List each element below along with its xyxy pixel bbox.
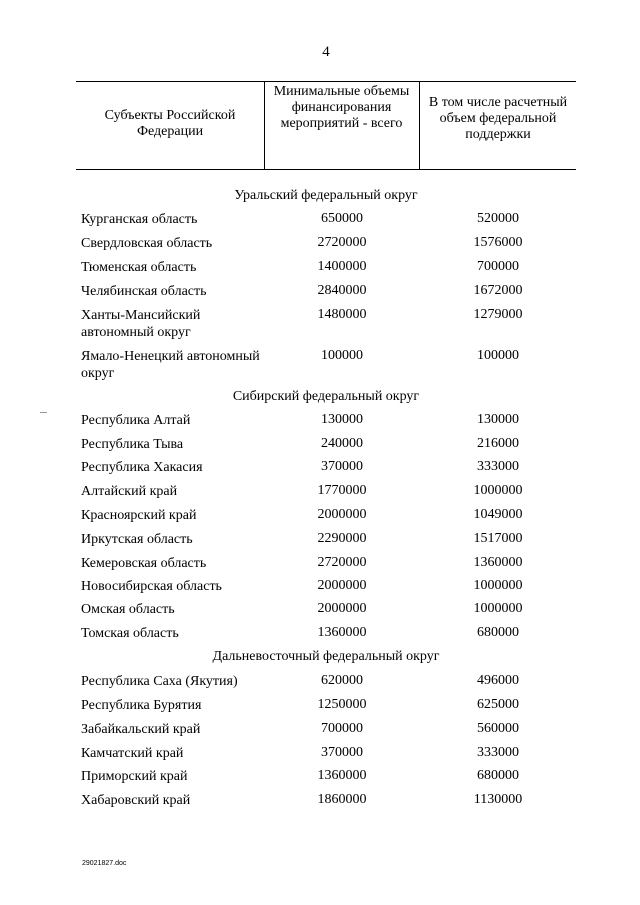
min-financing-value: 100000 [321, 348, 363, 363]
federal-support-value: 1672000 [473, 283, 523, 298]
min-financing-value: 650000 [321, 211, 363, 226]
subject-name: Республика Саха (Якутия) [81, 674, 238, 689]
min-financing-value: 2840000 [317, 283, 367, 298]
federal-support-value: 680000 [477, 768, 519, 783]
subject-name: Иркутская область [81, 532, 193, 547]
federal-support-value: 1517000 [473, 531, 523, 546]
federal-support-value: 333000 [477, 459, 519, 474]
min-financing-value: 370000 [321, 745, 363, 760]
subject-name: Тюменская область [81, 260, 197, 275]
header-min-financing: Минимальные объемы финансирования мероприятий - всего [273, 84, 410, 131]
subject-name: Ямало-Ненецкий автономный округ [81, 349, 260, 381]
federal-support-value: 1279000 [473, 307, 523, 322]
subject-name: Омская область [81, 602, 175, 617]
min-financing-value: 1360000 [317, 768, 367, 783]
subject-name: Новосибирская область [81, 579, 222, 594]
section-title: Сибирский федеральный округ [232, 389, 420, 404]
subject-name: Ханты-Мансийский автономный округ [81, 308, 201, 340]
subject-name: Красноярский край [81, 508, 197, 523]
subject-name: Томская область [81, 626, 179, 641]
federal-support-value: 1576000 [473, 235, 523, 250]
min-financing-value: 240000 [321, 436, 363, 451]
federal-support-value: 130000 [477, 412, 519, 427]
min-financing-value: 1360000 [317, 625, 367, 640]
subject-name: Республика Тыва [81, 437, 184, 452]
federal-support-value: 520000 [477, 211, 519, 226]
page-number: 4 [322, 44, 330, 60]
federal-support-value: 1000000 [473, 578, 523, 593]
subject-name: Курганская область [81, 212, 198, 227]
federal-support-value: 1000000 [473, 601, 523, 616]
subject-name: Республика Хакасия [81, 460, 203, 475]
federal-support-value: 1130000 [473, 792, 523, 807]
min-financing-value: 2000000 [317, 507, 367, 522]
federal-support-value: 680000 [477, 625, 519, 640]
min-financing-value: 370000 [321, 459, 363, 474]
subject-name: Челябинская область [81, 284, 207, 299]
subject-name: Свердловская область [81, 236, 213, 251]
min-financing-value: 130000 [321, 412, 363, 427]
header-subjects: Субъекты Российской Федерации [104, 108, 236, 139]
federal-support-value: 333000 [477, 745, 519, 760]
section-title: Уральский федеральный округ [234, 188, 418, 203]
min-financing-value: 1860000 [317, 792, 367, 807]
subject-name: Приморский край [81, 769, 188, 784]
section-title: Дальневосточный федеральный округ [212, 649, 440, 664]
federal-support-value: 560000 [477, 721, 519, 736]
min-financing-value: 1400000 [317, 259, 367, 274]
min-financing-value: 2290000 [317, 531, 367, 546]
min-financing-value: 1480000 [317, 307, 367, 322]
subject-name: Хабаровский край [81, 793, 191, 808]
min-financing-value: 2720000 [317, 555, 367, 570]
subject-name: Забайкальский край [81, 722, 201, 737]
federal-support-value: 496000 [477, 673, 519, 688]
min-financing-value: 1770000 [317, 483, 367, 498]
federal-support-value: 1360000 [473, 555, 523, 570]
subject-name: Кемеровская область [81, 556, 207, 571]
federal-support-value: 100000 [477, 348, 519, 363]
min-financing-value: 2720000 [317, 235, 367, 250]
subject-name: Республика Бурятия [81, 698, 202, 713]
federal-support-value: 1000000 [473, 483, 523, 498]
min-financing-value: 2000000 [317, 601, 367, 616]
subject-name: Алтайский край [81, 484, 178, 499]
min-financing-value: 1250000 [317, 697, 367, 712]
federal-support-value: 700000 [477, 259, 519, 274]
footer-doc-code: 29021827.doc [82, 860, 127, 867]
subject-name: Камчатский край [81, 746, 184, 761]
min-financing-value: 620000 [321, 673, 363, 688]
subject-name: Республика Алтай [81, 413, 191, 428]
federal-support-value: 216000 [477, 436, 519, 451]
header-federal-support: В том числе расчетный объем федеральной поддержки [428, 95, 568, 142]
min-financing-value: 2000000 [317, 578, 367, 593]
federal-support-value: 1049000 [473, 507, 523, 522]
federal-support-value: 625000 [477, 697, 519, 712]
min-financing-value: 700000 [321, 721, 363, 736]
margin-mark [40, 412, 47, 413]
